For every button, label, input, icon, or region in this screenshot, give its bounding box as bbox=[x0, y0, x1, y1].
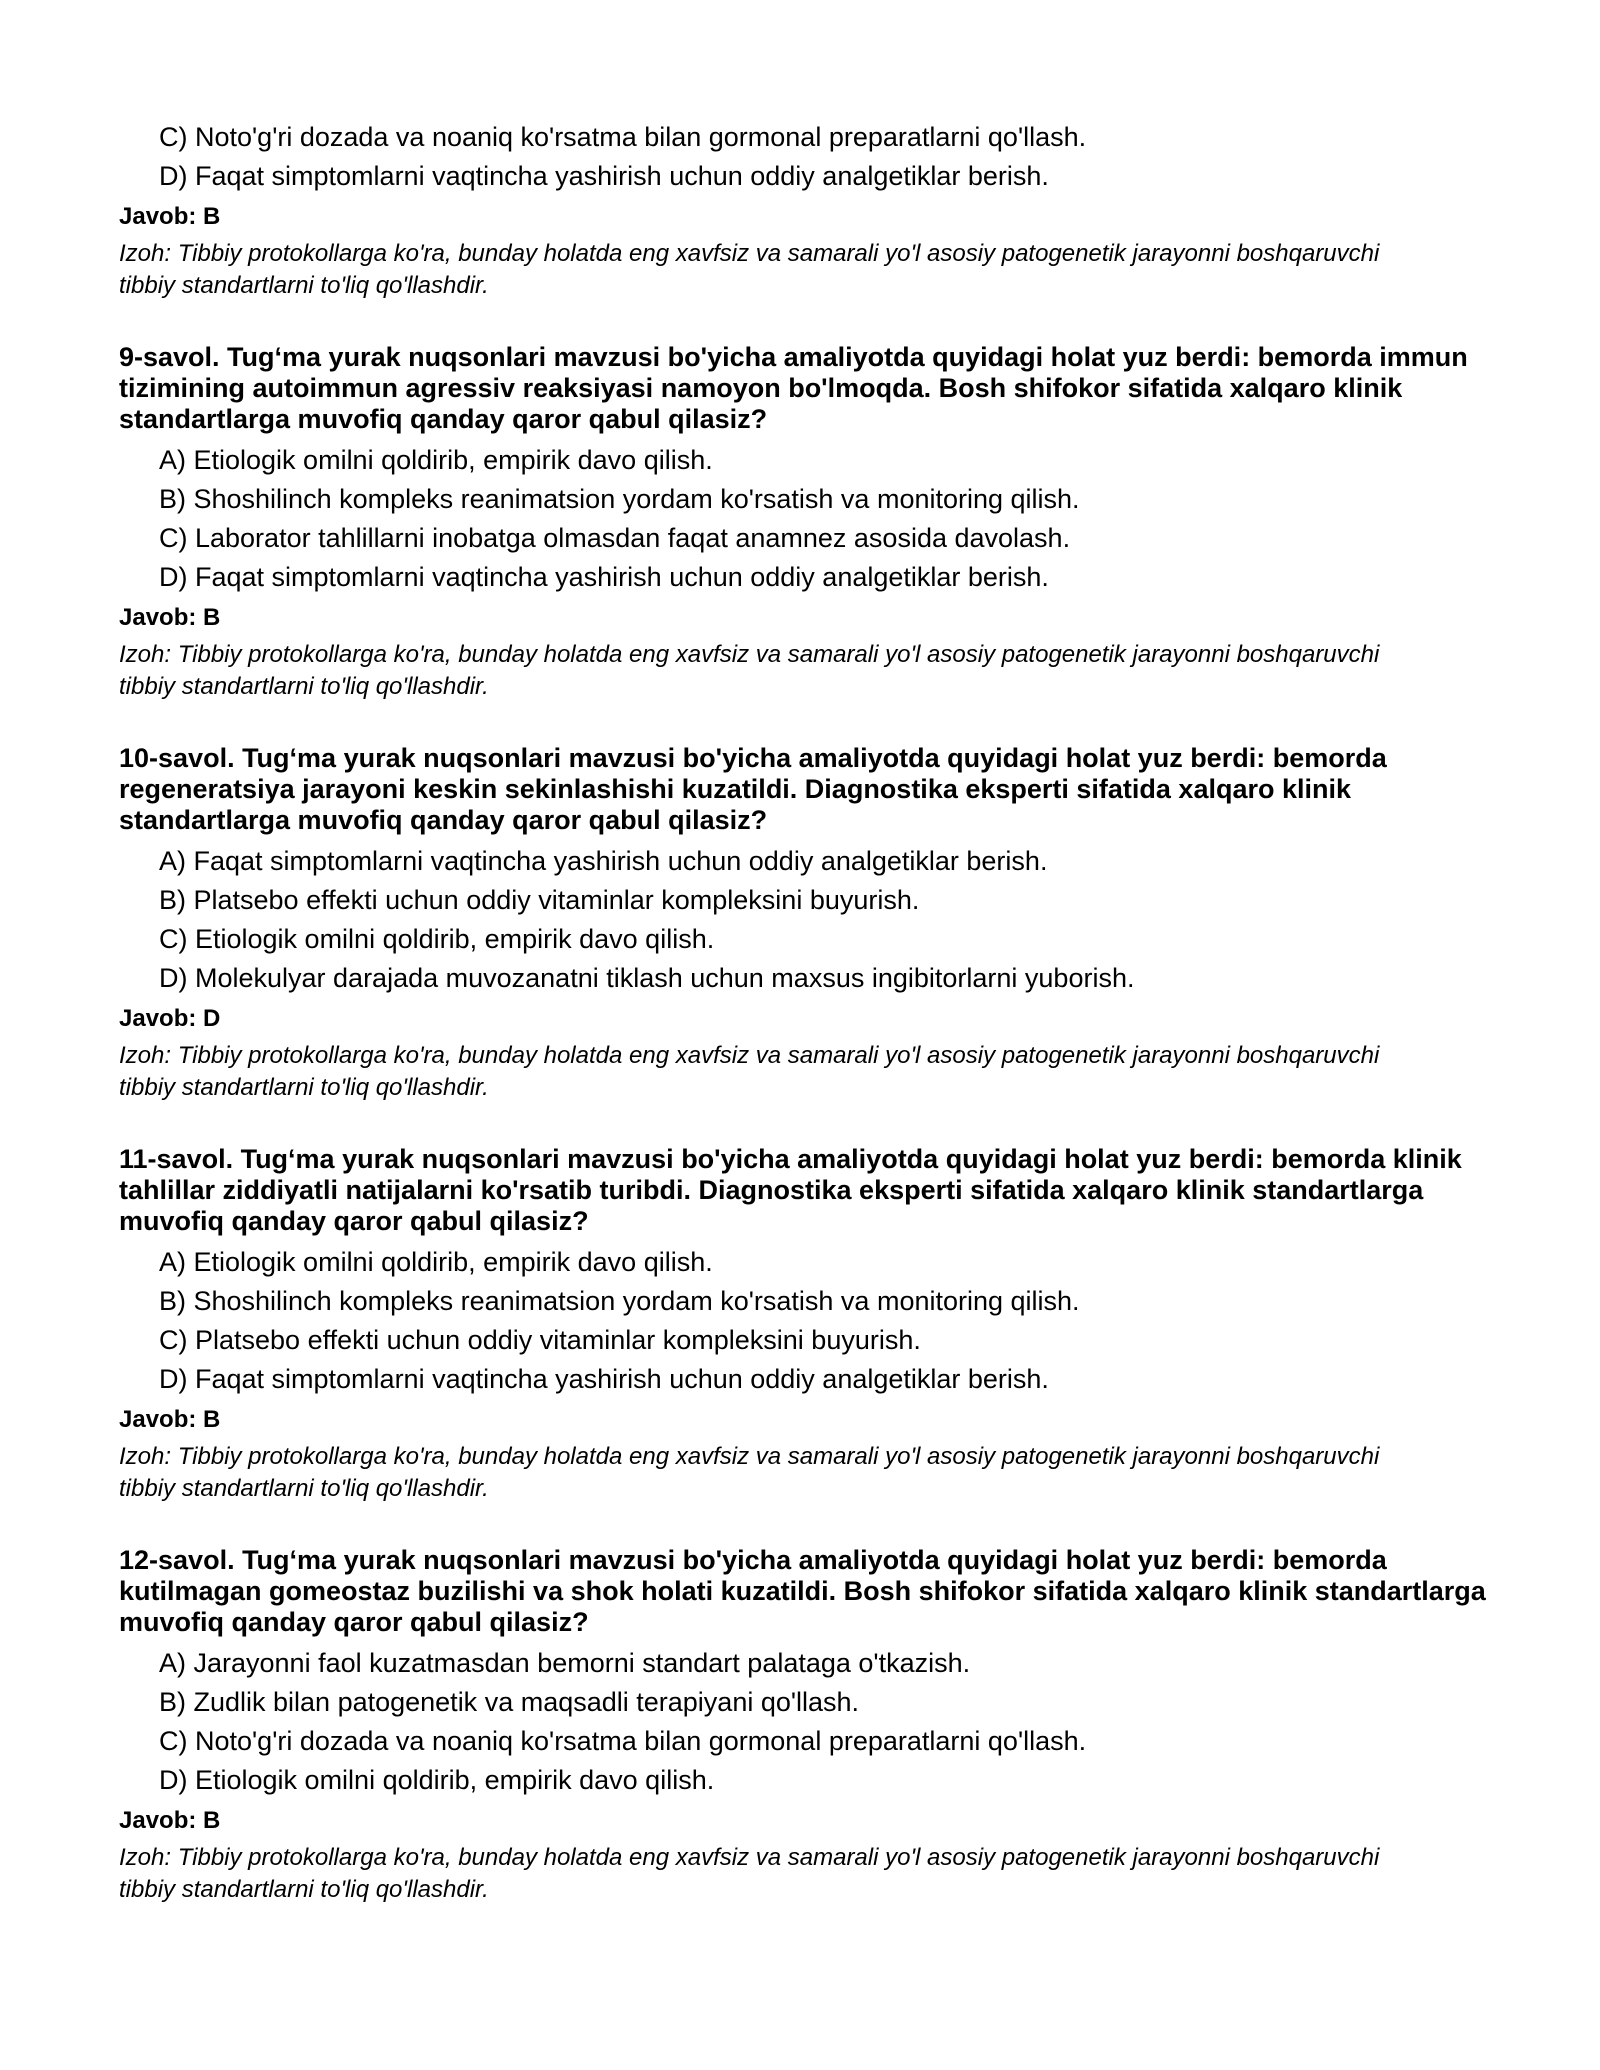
option-c: C) Noto'g'ri dozada va noaniq ko'rsatma bilan gormonal preparatlarni qo'llash. bbox=[159, 122, 1087, 152]
option-c: C) Etiologik omilni qoldirib, empirik davo qilish. bbox=[159, 924, 715, 954]
option-d: D) Molekulyar darajada muvozanatni tiklash uchun maxsus ingibitorlarni yuborish. bbox=[159, 963, 1135, 993]
explanation-note: Izoh: Tibbiy protokollarga ko'ra, bunday holatda eng xavfsiz va samarali yo'l asosiy patogenetik jarayonni boshqaruvchi tibbiy standartlarni to'liq qo'llashdir. bbox=[119, 1042, 1380, 1101]
question-title: 10-savol. Tug‘ma yurak nuqsonlari mavzusi bo'yicha amaliyotda quyidagi holat yuz berdi: bemorda regeneratsiya jarayoni keskin sekinlashishi kuzatildi. Diagnostika eksperti sifatida xalqaro klinik standartlarga muvofiq qanday qaror qabul qilasiz? bbox=[119, 743, 1387, 835]
answer-label: Javob: B bbox=[119, 1406, 221, 1433]
option-c: C) Platsebo effekti uchun oddiy vitaminlar kompleksini buyurish. bbox=[159, 1325, 921, 1355]
question-11 bbox=[119, 1144, 1499, 1505]
option-b: B) Platsebo effekti uchun oddiy vitaminlar kompleksini buyurish. bbox=[159, 885, 920, 915]
explanation-note: Izoh: Tibbiy protokollarga ko'ra, bunday holatda eng xavfsiz va samarali yo'l asosiy patogenetik jarayonni boshqaruvchi tibbiy standartlarni to'liq qo'llashdir. bbox=[119, 641, 1380, 700]
answer-label: Javob: B bbox=[119, 203, 221, 230]
option-d: D) Faqat simptomlarni vaqtincha yashirish uchun oddiy analgetiklar berish. bbox=[159, 161, 1049, 191]
explanation-note: Izoh: Tibbiy protokollarga ko'ra, bunday holatda eng xavfsiz va samarali yo'l asosiy patogenetik jarayonni boshqaruvchi tibbiy standartlarni to'liq qo'llashdir. bbox=[119, 1844, 1380, 1903]
option-d: D) Etiologik omilni qoldirib, empirik davo qilish. bbox=[159, 1765, 715, 1795]
option-c: C) Laborator tahlillarni inobatga olmasdan faqat anamnez asosida davolash. bbox=[159, 523, 1071, 553]
option-d: D) Faqat simptomlarni vaqtincha yashirish uchun oddiy analgetiklar berish. bbox=[159, 562, 1049, 592]
option-b: B) Shoshilinch kompleks reanimatsion yordam ko'rsatish va monitoring qilish. bbox=[159, 1286, 1080, 1316]
option-a: A) Etiologik omilni qoldirib, empirik davo qilish. bbox=[159, 445, 713, 475]
question-10 bbox=[119, 743, 1499, 1104]
option-a: A) Faqat simptomlarni vaqtincha yashirish uchun oddiy analgetiklar berish. bbox=[159, 846, 1048, 876]
question-8-tail bbox=[119, 118, 1499, 302]
option-d: D) Faqat simptomlarni vaqtincha yashirish uchun oddiy analgetiklar berish. bbox=[159, 1364, 1049, 1394]
option-b: B) Shoshilinch kompleks reanimatsion yordam ko'rsatish va monitoring qilish. bbox=[159, 484, 1080, 514]
question-title: 9-savol. Tug‘ma yurak nuqsonlari mavzusi bo'yicha amaliyotda quyidagi holat yuz berdi: bemorda immun tizimining autoimmun agressiv reaksiyasi namoyon bo'lmoqda. Bosh shifokor sifatida xalqaro klinik standartlarga muvofiq qanday qaror qabul qilasiz? bbox=[119, 342, 1468, 434]
answer-label: Javob: D bbox=[119, 1005, 221, 1032]
option-c: C) Noto'g'ri dozada va noaniq ko'rsatma bilan gormonal preparatlarni qo'llash. bbox=[159, 1726, 1087, 1756]
document-page bbox=[119, 118, 1499, 1906]
explanation-note: Izoh: Tibbiy protokollarga ko'ra, bunday holatda eng xavfsiz va samarali yo'l asosiy patogenetik jarayonni boshqaruvchi tibbiy standartlarni to'liq qo'llashdir. bbox=[119, 240, 1380, 299]
question-title: 11-savol. Tug‘ma yurak nuqsonlari mavzusi bo'yicha amaliyotda quyidagi holat yuz berdi: bemorda klinik tahlillar ziddiyatli natijalarni ko'rsatib turibdi. Diagnostika eksperti sifatida xalqaro klinik standartlarga muvofiq qanday qaror qabul qilasiz? bbox=[119, 1144, 1462, 1236]
option-b: B) Zudlik bilan patogenetik va maqsadli terapiyani qo'llash. bbox=[159, 1687, 860, 1717]
option-a: A) Etiologik omilni qoldirib, empirik davo qilish. bbox=[159, 1247, 713, 1277]
question-12 bbox=[119, 1545, 1499, 1906]
explanation-note: Izoh: Tibbiy protokollarga ko'ra, bunday holatda eng xavfsiz va samarali yo'l asosiy patogenetik jarayonni boshqaruvchi tibbiy standartlarni to'liq qo'llashdir. bbox=[119, 1443, 1380, 1502]
options-list bbox=[119, 118, 1499, 196]
option-a: A) Jarayonni faol kuzatmasdan bemorni standart palataga o'tkazish. bbox=[159, 1648, 971, 1678]
answer-label: Javob: B bbox=[119, 1807, 221, 1834]
question-title: 12-savol. Tug‘ma yurak nuqsonlari mavzusi bo'yicha amaliyotda quyidagi holat yuz berdi: bemorda kutilmagan gomeostaz buzilishi va shok holati kuzatildi. Bosh shifokor sifatida xalqaro klinik standartlarga muvofiq qanday qaror qabul qilasiz? bbox=[119, 1545, 1486, 1637]
answer-label: Javob: B bbox=[119, 604, 221, 631]
question-9 bbox=[119, 342, 1499, 703]
